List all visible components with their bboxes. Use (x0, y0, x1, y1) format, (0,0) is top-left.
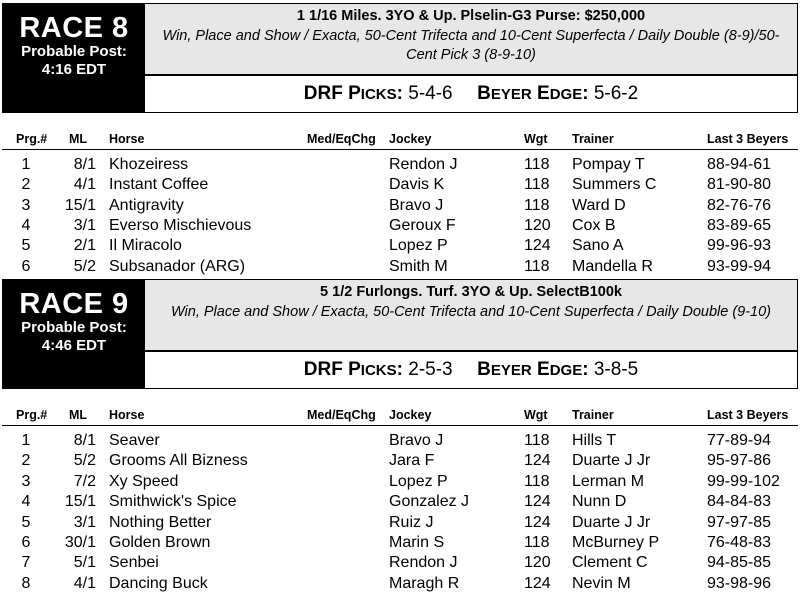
morning-line: 3/1 (73, 216, 96, 234)
post-time: 4:16 EDT (41, 61, 107, 78)
morning-line: 2/1 (73, 237, 96, 255)
trainer-name: Nevin M (572, 574, 631, 592)
morning-line: 15/1 (64, 493, 96, 511)
morning-line: 5/1 (73, 554, 96, 572)
program-number: 5 (21, 237, 31, 255)
col-ml: ML (69, 132, 88, 146)
weight: 118 (524, 432, 550, 449)
last-3-beyers: 82-76-76 (707, 196, 772, 214)
col-trainer: Trainer (572, 408, 614, 422)
morning-line: 3/1 (73, 513, 96, 531)
horse-name: Golden Brown (109, 534, 211, 551)
horse-name: Subsanador (ARG) (109, 257, 246, 275)
trainer-name: Hills T (572, 432, 617, 449)
horse-name: Dancing Buck (109, 574, 208, 592)
table-row (2, 451, 798, 471)
horse-name: Senbei (109, 554, 159, 572)
col-med: Med/EqChg (307, 408, 376, 422)
jockey-name: Smith M (389, 257, 448, 275)
last-3-beyers: 93-99-94 (707, 257, 772, 275)
race-title: 5 1/2 Furlongs. Turf. 3YO & Up. SelectB100k (320, 284, 622, 300)
race-8-header (2, 3, 798, 113)
post-time: 4:46 EDT (41, 337, 107, 354)
morning-line: 15/1 (64, 196, 96, 214)
weight: 124 (524, 452, 551, 470)
col-med: Med/EqChg (307, 132, 376, 146)
col-trainer: Trainer (572, 132, 614, 146)
weight: 118 (524, 156, 550, 173)
beyer-edge-value: 5-6-2 (593, 83, 639, 104)
last-3-beyers: 81-90-80 (707, 176, 772, 194)
table-row (2, 472, 798, 492)
jockey-name: Rendon J (389, 554, 458, 572)
weight: 118 (524, 534, 550, 551)
trainer-name: Ward D (572, 196, 626, 214)
jockey-name: Bravo J (389, 432, 444, 449)
table-row (2, 553, 798, 573)
race-title: 1 1/16 Miles. 3YO & Up. Plselin-G3 Purse: $250,000 (296, 8, 646, 24)
last-3-beyers: 83-89-65 (707, 216, 772, 234)
morning-line: 4/1 (73, 574, 96, 592)
race-9-info (145, 280, 797, 352)
horse-name: Grooms All Bizness (109, 452, 248, 470)
horse-name: Antigravity (109, 196, 184, 214)
program-number: 1 (21, 156, 31, 173)
program-number: 4 (21, 493, 31, 511)
morning-line: 8/1 (73, 432, 96, 449)
col-prg: Prg.# (16, 132, 48, 146)
weight: 118 (524, 257, 550, 275)
jockey-name: Gonzalez J (389, 493, 470, 511)
race-8-badge (3, 4, 145, 112)
table-row (2, 431, 798, 451)
weight: 118 (524, 196, 550, 214)
program-number: 2 (21, 452, 31, 470)
race-8-info (145, 4, 797, 76)
program-number: 7 (21, 554, 31, 572)
trainer-name: Pompay T (572, 156, 645, 173)
program-number: 1 (21, 432, 31, 449)
beyer-edge-label: BEYER EDGE: (477, 83, 589, 104)
last-3-beyers: 84-84-83 (707, 493, 772, 511)
col-horse: Horse (109, 408, 145, 422)
table-row (2, 533, 798, 553)
program-number: 8 (21, 574, 31, 592)
last-3-beyers: 95-97-86 (707, 452, 772, 470)
program-number: 3 (21, 472, 31, 490)
table-row (2, 155, 798, 175)
trainer-name: Lerman M (572, 472, 645, 490)
trainer-name: Summers C (572, 176, 657, 194)
table-row (2, 492, 798, 512)
program-number: 5 (21, 513, 31, 531)
horse-name: Smithwick's Spice (109, 493, 237, 511)
weight: 120 (524, 216, 551, 234)
post-label: Probable Post: (21, 43, 127, 60)
jockey-name: Jara F (389, 452, 435, 470)
jockey-name: Ruiz J (389, 513, 434, 531)
drf-picks-value: 5-4-6 (408, 83, 453, 104)
weight: 118 (524, 176, 550, 194)
race-number: RACE 8 (19, 12, 129, 44)
drf-picks-label: DRF PICKS: (303, 83, 403, 104)
weight: 124 (524, 574, 551, 592)
table-row (2, 257, 798, 277)
last-3-beyers: 76-48-83 (707, 534, 772, 551)
drf-picks-value: 2-5-3 (408, 359, 453, 380)
weight: 124 (524, 513, 551, 531)
trainer-name: Nunn D (572, 493, 627, 511)
program-number: 4 (21, 216, 31, 234)
jockey-name: Rendon J (389, 156, 458, 173)
morning-line: 7/2 (73, 472, 96, 490)
column-headers (2, 128, 798, 150)
morning-line: 5/2 (73, 452, 96, 470)
table-row (2, 513, 798, 533)
col-wgt: Wgt (524, 132, 548, 146)
jockey-name: Maragh R (389, 574, 460, 592)
horse-name: Everso Mischievous (109, 216, 252, 234)
trainer-name: Sano A (572, 237, 624, 255)
trainer-name: Cox B (572, 216, 616, 234)
last-3-beyers: 94-85-85 (707, 554, 772, 572)
jockey-name: Lopez P (389, 237, 448, 255)
jockey-name: Bravo J (389, 196, 444, 214)
trainer-name: Duarte J Jr (572, 513, 651, 531)
race-9-picks (145, 352, 797, 388)
weight: 118 (524, 472, 550, 490)
weight: 120 (524, 554, 551, 572)
col-ml: ML (69, 408, 88, 422)
jockey-name: Lopez P (389, 472, 448, 490)
last-3-beyers: 88-94-61 (707, 156, 772, 173)
horse-name: Nothing Better (109, 513, 212, 531)
horse-name: Instant Coffee (109, 176, 209, 194)
jockey-name: Geroux F (389, 216, 456, 234)
program-number: 3 (21, 196, 31, 214)
last-3-beyers: 99-96-93 (707, 237, 772, 255)
race-9-header (2, 279, 798, 389)
table-row (2, 196, 798, 216)
race-number: RACE 9 (19, 288, 129, 320)
morning-line: 8/1 (73, 156, 96, 173)
last-3-beyers: 93-98-96 (707, 574, 772, 592)
beyer-edge-label: BEYER EDGE: (477, 359, 589, 380)
horse-name: Khozeiress (109, 156, 189, 173)
trainer-name: Duarte J Jr (572, 452, 651, 470)
trainer-name: Mandella R (572, 257, 653, 275)
horse-name: Seaver (109, 432, 160, 449)
jockey-name: Marin S (389, 534, 445, 551)
col-horse: Horse (109, 132, 145, 146)
horse-name: Xy Speed (109, 472, 179, 490)
program-number: 6 (21, 534, 31, 551)
morning-line: 4/1 (73, 176, 96, 194)
col-jockey: Jockey (389, 132, 432, 146)
col-jockey: Jockey (389, 408, 432, 422)
race-8-picks (145, 76, 797, 112)
race-wagers: Win, Place and Show / Exacta, 50-Cent Trifecta and 10-Cent Superfecta / Daily Double (9-10) (170, 304, 772, 320)
table-row (2, 236, 798, 256)
last-3-beyers: 97-97-85 (707, 513, 772, 531)
jockey-name: Davis K (389, 176, 445, 194)
last-3-beyers: 77-89-94 (707, 432, 772, 449)
col-wgt: Wgt (524, 408, 548, 422)
last-3-beyers: 99-99-102 (707, 472, 780, 490)
table-row (2, 574, 798, 594)
race-wagers: Win, Place and Show / Exacta, 50-Cent Trifecta and 10-Cent Superfecta / Daily Double (8-9)/50-Cent Pick 3 (8-9-10) (162, 28, 780, 63)
post-label: Probable Post: (21, 319, 127, 336)
col-prg: Prg.# (16, 408, 48, 422)
table-row (2, 175, 798, 195)
morning-line: 30/1 (64, 534, 96, 551)
col-beyers: Last 3 Beyers (707, 132, 789, 146)
col-beyers: Last 3 Beyers (707, 408, 789, 422)
trainer-name: Clement C (572, 554, 648, 572)
weight: 124 (524, 237, 551, 255)
program-number: 6 (21, 257, 31, 275)
race-9-badge (3, 280, 145, 388)
column-headers (2, 404, 798, 426)
horse-name: Il Miracolo (109, 237, 182, 255)
program-number: 2 (21, 176, 31, 194)
weight: 124 (524, 493, 551, 511)
table-row (2, 216, 798, 236)
beyer-edge-value: 3-8-5 (593, 359, 639, 380)
drf-picks-label: DRF PICKS: (303, 359, 403, 380)
morning-line: 5/2 (73, 257, 96, 275)
trainer-name: McBurney P (572, 534, 660, 551)
